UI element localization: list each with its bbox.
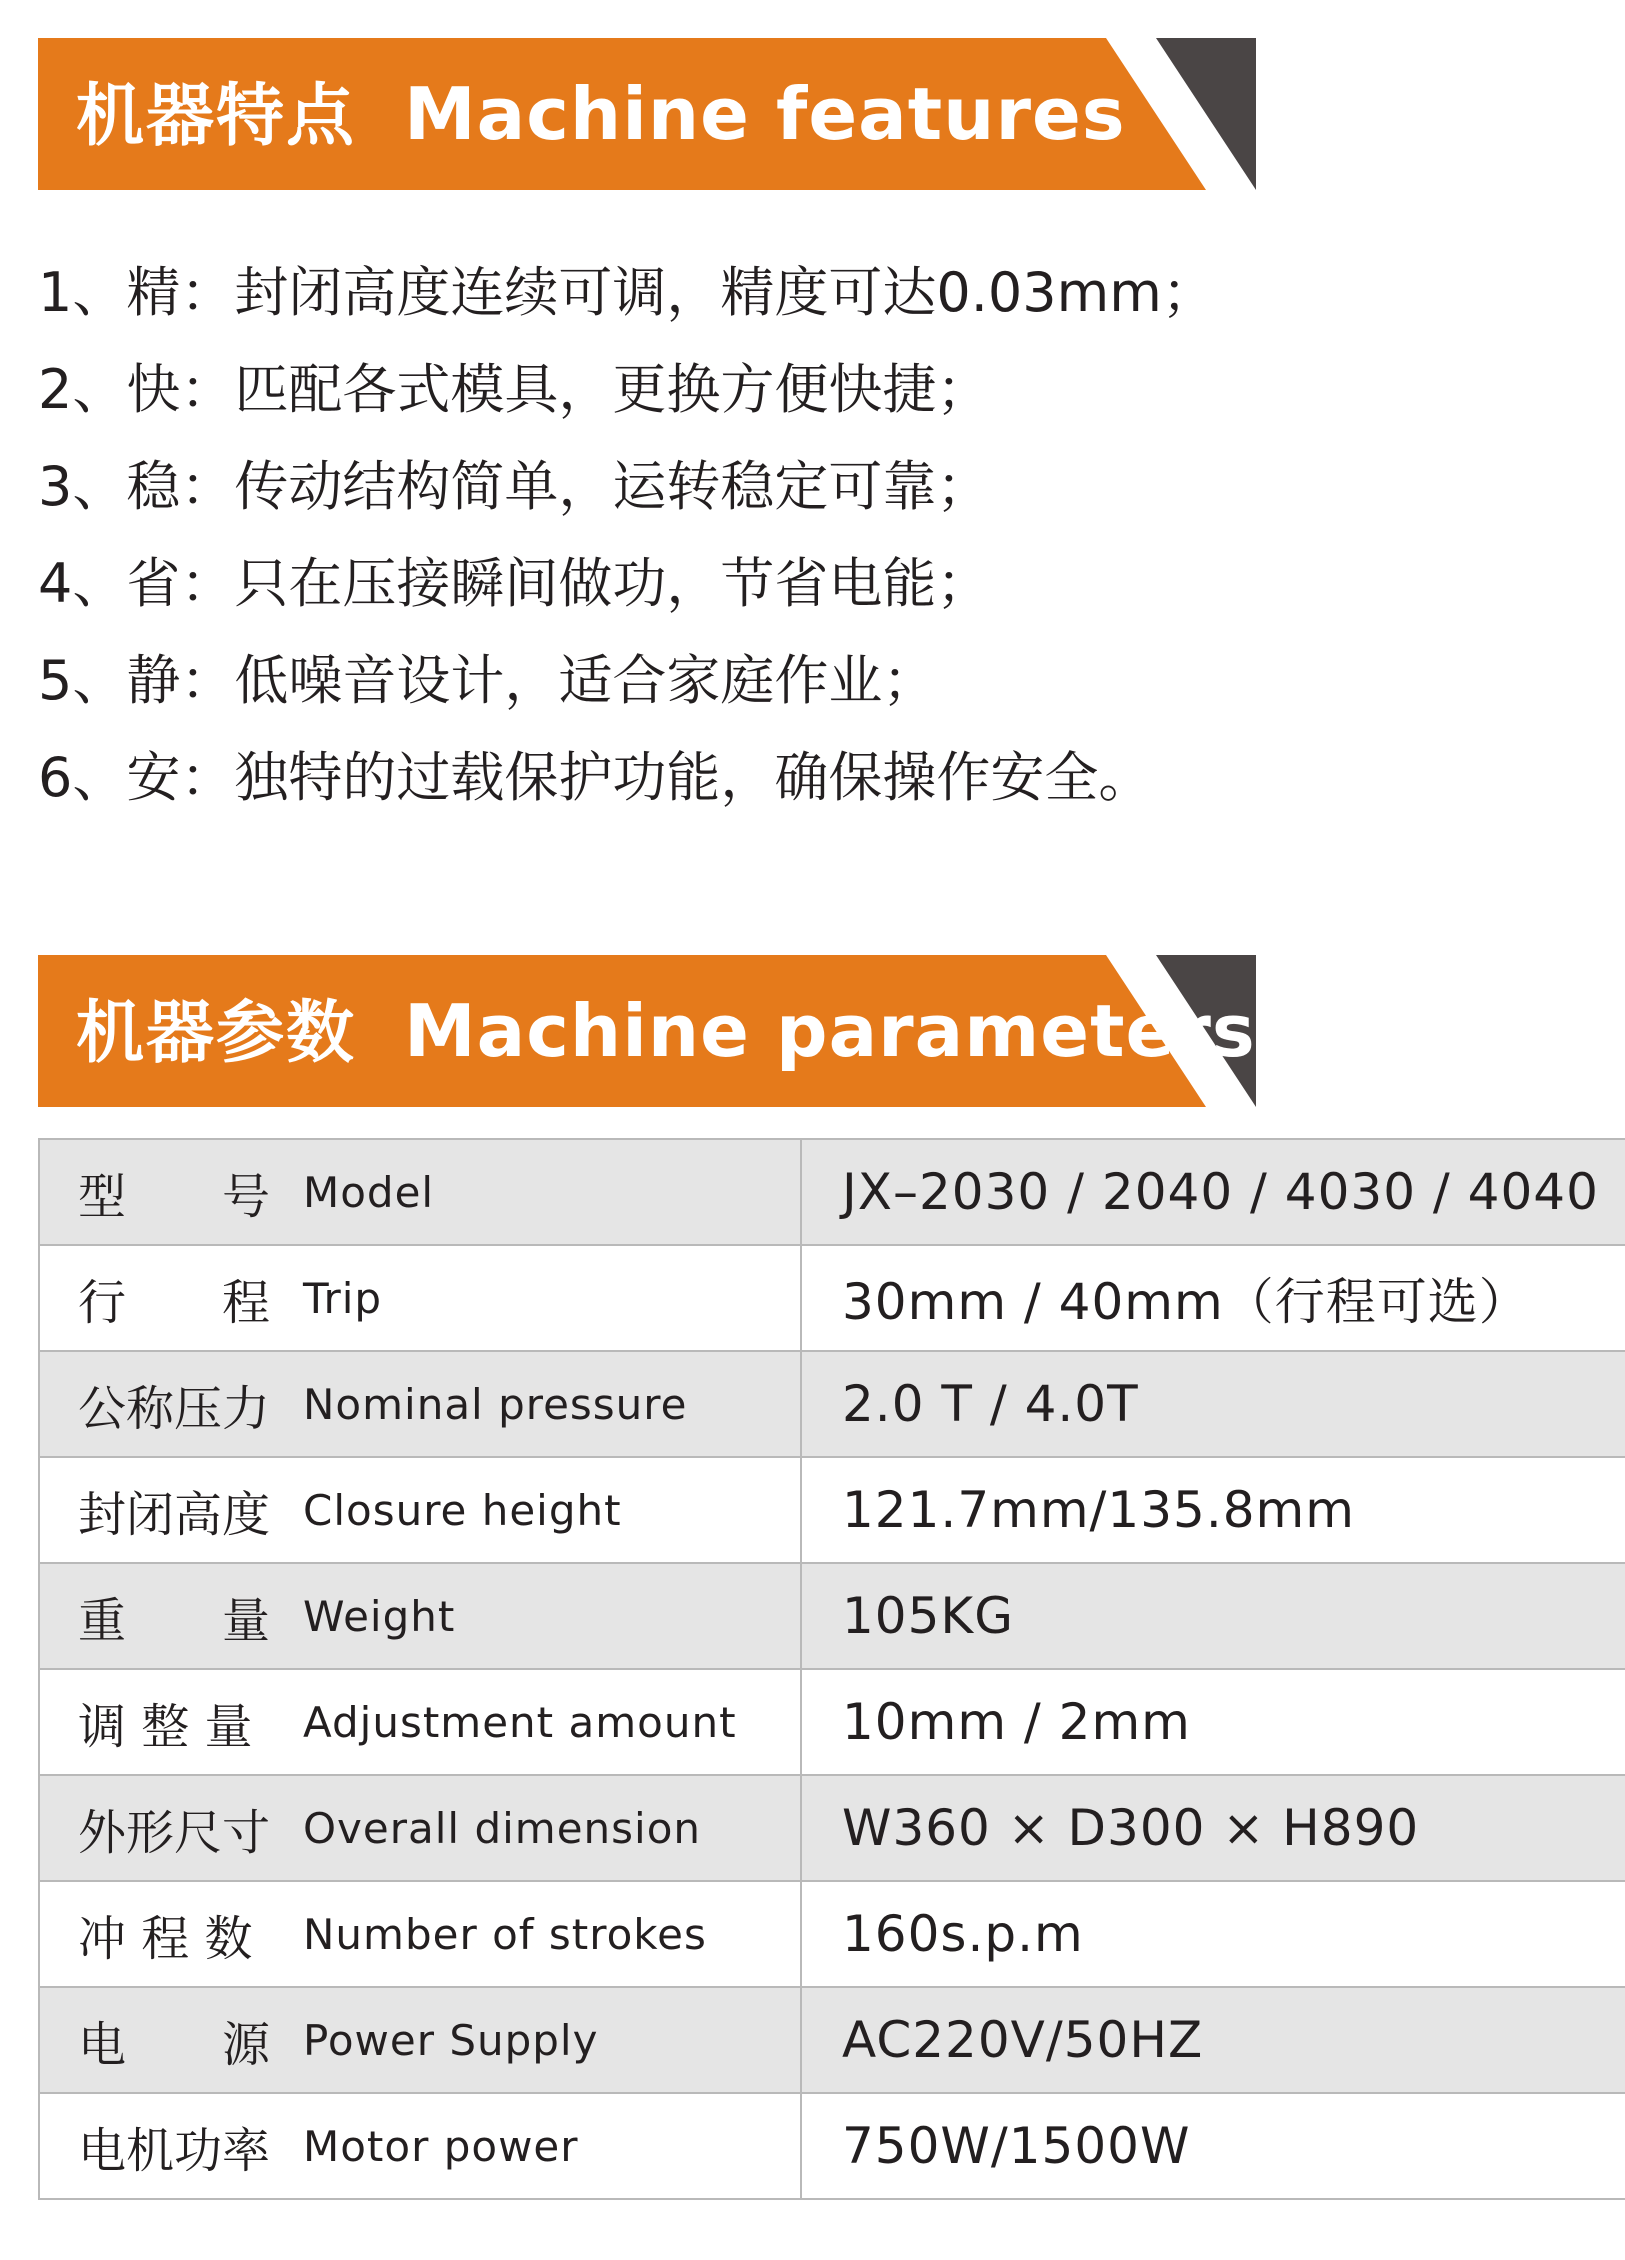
feature-item: 5、静：低噪音设计，适合家庭作业； bbox=[38, 649, 937, 712]
param-value: AC220V/50HZ bbox=[801, 1987, 1625, 2093]
features-title-cn: 机器特点 bbox=[76, 77, 357, 156]
param-value: 160s.p.m bbox=[801, 1881, 1625, 1987]
param-label-cell bbox=[39, 1669, 801, 1775]
param-value: W360 × D300 × H890 bbox=[801, 1775, 1625, 1881]
param-label-cell bbox=[39, 1881, 801, 1987]
param-label-cn: 电 源 bbox=[78, 2016, 271, 2073]
param-value: 105KG bbox=[801, 1563, 1625, 1669]
param-label-en: Motor power bbox=[303, 2121, 579, 2171]
param-label-cell bbox=[39, 1457, 801, 1563]
param-label-cn: 行 程 bbox=[78, 1274, 271, 1331]
param-label-cn: 型 号 bbox=[78, 1168, 271, 1225]
param-value: 750W/1500W bbox=[801, 2093, 1625, 2199]
table-row bbox=[39, 1139, 1625, 1245]
table-row bbox=[39, 1351, 1625, 1457]
features-section-title bbox=[76, 38, 1126, 190]
param-label-cn: 冲 程 数 bbox=[78, 1910, 253, 1967]
param-label-cn: 调 整 量 bbox=[78, 1698, 253, 1755]
params-title-en: Machine parameters bbox=[404, 989, 1256, 1073]
param-label-cell bbox=[39, 1987, 801, 2093]
table-row bbox=[39, 2093, 1625, 2199]
param-label-en: Weight bbox=[303, 1591, 456, 1641]
param-label-en: Adjustment amount bbox=[303, 1697, 737, 1747]
params-section-title bbox=[76, 955, 1256, 1107]
table-row bbox=[39, 1669, 1625, 1775]
table-row bbox=[39, 1987, 1625, 2093]
feature-item: 2、快：匹配各式模具，更换方便快捷； bbox=[38, 358, 991, 421]
param-value: 2.0 T / 4.0T bbox=[801, 1351, 1625, 1457]
param-label-en: Power Supply bbox=[303, 2015, 599, 2065]
param-label-cell bbox=[39, 1245, 801, 1351]
table-row bbox=[39, 1881, 1625, 1987]
feature-item: 1、精：封闭高度连续可调，精度可达0.03mm； bbox=[38, 261, 1216, 324]
param-value: 121.7mm/135.8mm bbox=[801, 1457, 1625, 1563]
param-value: 10mm / 2mm bbox=[801, 1669, 1625, 1775]
param-value: 30mm / 40mm（行程可选） bbox=[801, 1245, 1625, 1351]
param-label-cn: 重 量 bbox=[78, 1592, 271, 1649]
table-row bbox=[39, 1457, 1625, 1563]
param-label-cell bbox=[39, 1775, 801, 1881]
param-label-cell bbox=[39, 1139, 801, 1245]
param-value: JX–2030 / 2040 / 4030 / 4040 bbox=[801, 1139, 1625, 1245]
param-label-en: Overall dimension bbox=[303, 1803, 702, 1853]
feature-item: 4、省：只在压接瞬间做功，节省电能； bbox=[38, 552, 991, 615]
param-label-en: Closure height bbox=[303, 1485, 622, 1535]
param-label-cell bbox=[39, 1563, 801, 1669]
params-table bbox=[38, 1138, 1625, 2200]
features-list bbox=[38, 248, 1578, 830]
feature-item: 3、稳：传动结构简单，运转稳定可靠； bbox=[38, 455, 991, 518]
table-row bbox=[39, 1775, 1625, 1881]
table-row bbox=[39, 1563, 1625, 1669]
table-row bbox=[39, 1245, 1625, 1351]
param-label-cell bbox=[39, 2093, 801, 2199]
param-label-en: Number of strokes bbox=[303, 1909, 707, 1959]
param-label-en: Model bbox=[303, 1167, 435, 1217]
param-label-cn: 封闭高度 bbox=[78, 1486, 271, 1543]
features-section-banner bbox=[38, 38, 1256, 190]
param-label-cn: 外形尺寸 bbox=[78, 1804, 271, 1861]
param-label-en: Nominal pressure bbox=[303, 1379, 688, 1429]
features-title-en: Machine features bbox=[404, 72, 1126, 156]
params-section-banner bbox=[38, 955, 1256, 1107]
feature-item: 6、安：独特的过载保护功能，确保操作安全。 bbox=[38, 746, 1153, 809]
param-label-cn: 公称压力 bbox=[78, 1380, 271, 1437]
param-label-en: Trip bbox=[303, 1273, 383, 1323]
param-label-cell bbox=[39, 1351, 801, 1457]
params-title-cn: 机器参数 bbox=[76, 994, 357, 1073]
param-label-cn: 电机功率 bbox=[78, 2122, 271, 2179]
